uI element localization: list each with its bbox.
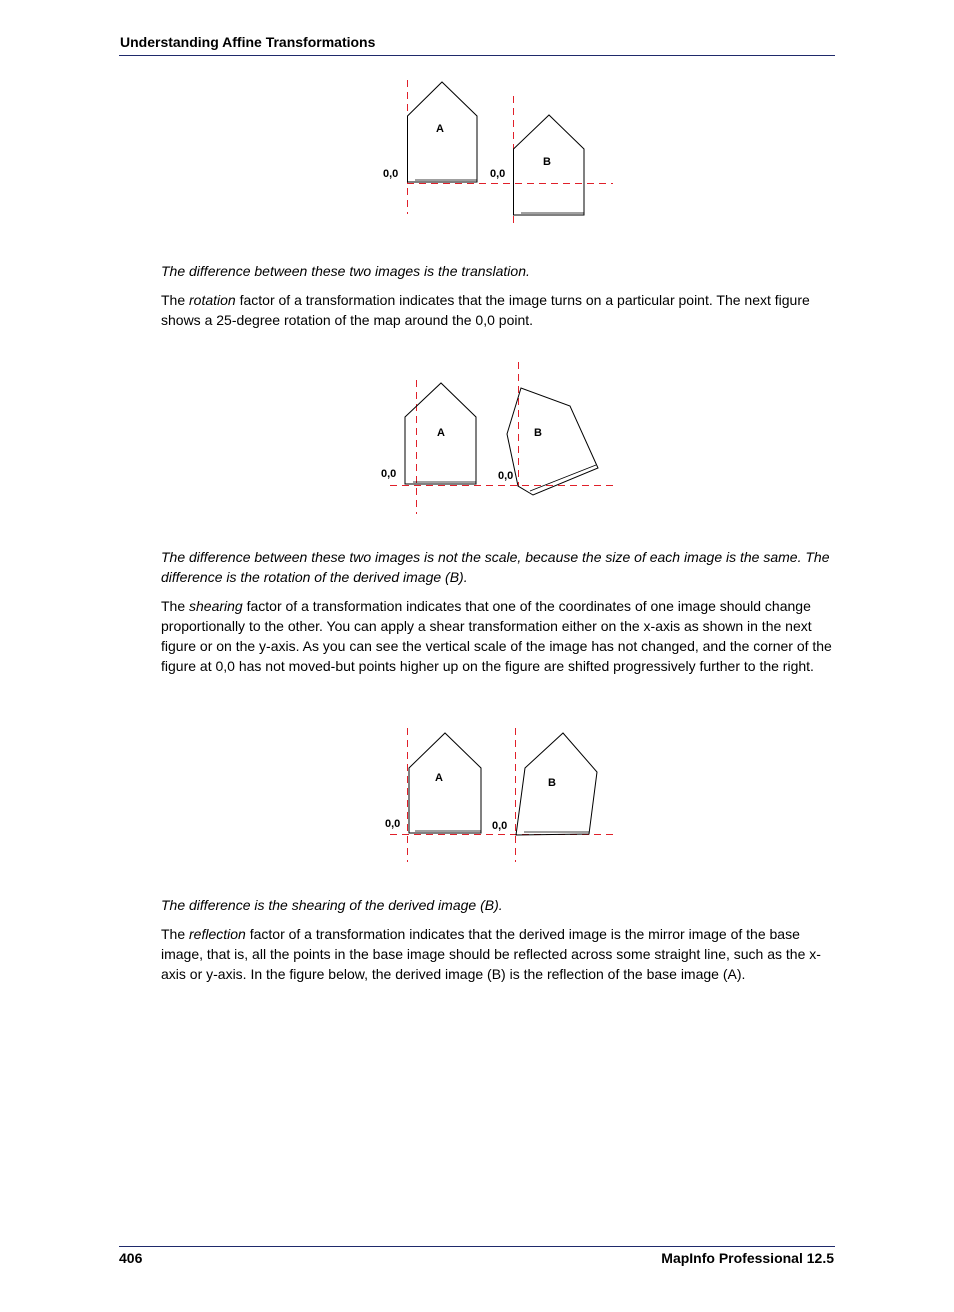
label-b: B [534,427,542,439]
label-b: B [548,777,556,789]
origin-label-b: 0,0 [492,820,508,832]
label-a: A [435,772,443,784]
paragraph-rotation: The rotation factor of a transformation indicates that the image turns on a particular point. The next figure shows a 25-degree rotation of the map around the 0,0 point. [161,292,810,328]
house-b [507,388,598,495]
label-a: A [436,123,444,135]
origin-label-b: 0,0 [490,168,506,180]
house-b [516,733,597,835]
term-shearing: shearing [189,598,243,614]
running-header-title: Understanding Affine Transformations [120,34,376,50]
term-rotation: rotation [189,292,236,308]
paragraph-shearing: The shearing factor of a transformation indicates that one of the coordinates of one image should change proportionally to the other. You can apply a shear transformation either on the x-axis as shown in the next figure or on the y-axis. As you can see the vertical scale of the image has not changed, and the corner of the figure at 0,0 has not moved-but points higher up on the figure are shifted progressively further to the right. [161,598,832,674]
figure-translation [370,78,620,230]
origin-label-a: 0,0 [385,818,401,830]
house-a [409,733,481,833]
caption-translation: The difference between these two images is the translation. [161,263,530,279]
caption-shearing: The difference is the shearing of the derived image (B). [161,897,503,913]
term-reflection: reflection [189,926,246,942]
header-rule [119,55,835,56]
figure-shearing [370,726,620,866]
label-b: B [543,156,551,168]
footer-rule [119,1246,835,1247]
footer-product-name: MapInfo Professional 12.5 [661,1250,834,1266]
origin-label-a: 0,0 [383,168,399,180]
caption-rotation: The difference between these two images is not the scale, because the size of each image is the same. The difference is the rotation of the derived image (B). [161,549,830,585]
paragraph-reflection: The reflection factor of a transformation indicates that the derived image is the mirror image of the base image, that is, all the points in the base image should be reflected across some straight line, such as the x-axis or y-axis. In the figure below, the derived image (B) is the reflection of the base image (A). [161,926,821,982]
label-a: A [437,427,445,439]
origin-label-b: 0,0 [498,470,514,482]
page-number: 406 [119,1250,143,1266]
figure-rotation [370,358,620,518]
origin-label-a: 0,0 [381,468,397,480]
